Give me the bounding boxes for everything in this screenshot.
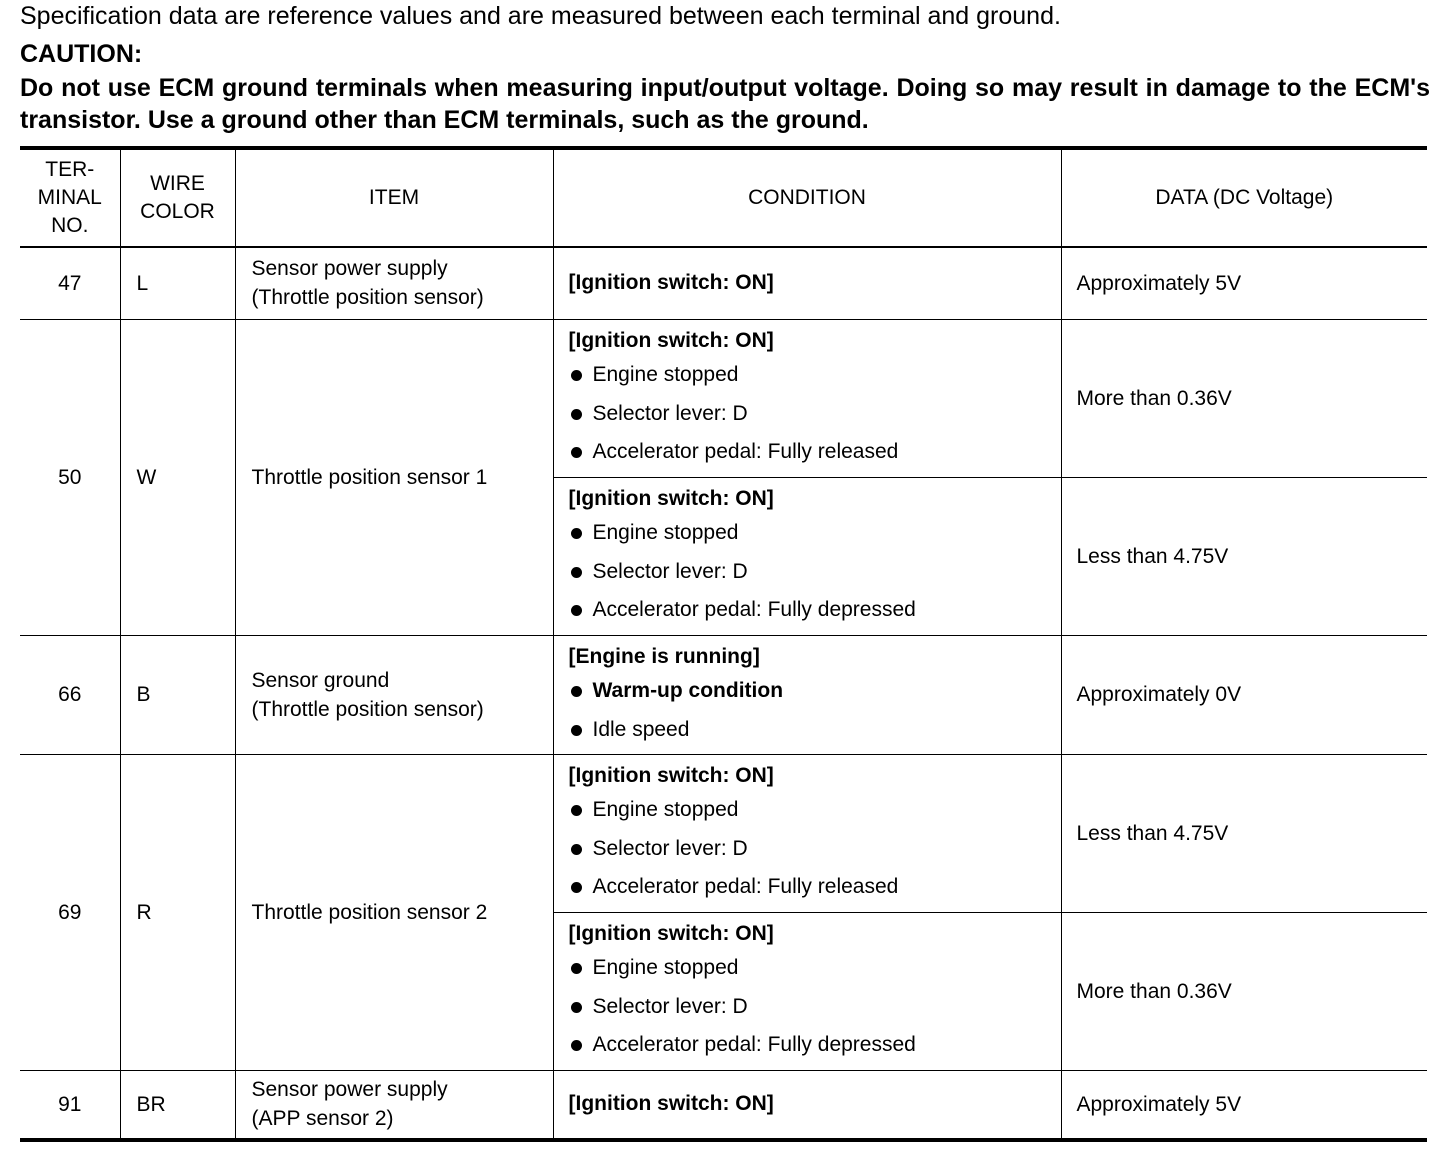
condition-list [569,672,1061,749]
bullet-icon [571,963,582,974]
item-line: Sensor power supply [251,257,448,281]
condition-text: Selector lever: D [592,559,748,583]
data-cell: Approximately 0V [1061,635,1427,754]
bullet-icon [571,528,582,539]
wire-color-cell: L [120,247,235,319]
bullet-icon [571,409,582,420]
condition-heading: [Ignition switch: ON] [568,922,774,946]
caution-title: CAUTION: [20,40,143,68]
table-row [20,754,1427,912]
condition-heading: [Ignition switch: ON] [568,1092,774,1116]
data-cell: Approximately 5V [1061,1070,1427,1140]
bullet-icon [571,447,582,458]
condition-text: Accelerator pedal: Fully released [592,440,899,464]
header-terminal-line: TER- [45,158,95,181]
condition-item [569,553,1061,592]
header-terminal-line: MINAL [37,186,102,209]
item-line: (Throttle position sensor) [251,697,484,721]
header-wire-color [120,148,235,247]
item-cell [235,319,553,635]
condition-list [569,356,1061,472]
condition-cell [553,477,1061,635]
condition-heading: [Ignition switch: ON] [568,271,774,295]
condition-text: Engine stopped [592,363,739,387]
bullet-icon [571,1002,582,1013]
wire-color-cell: B [120,635,235,754]
condition-item [569,591,1061,630]
bullet-icon [571,805,582,816]
terminal-cell: 50 [20,319,120,635]
condition-cell [553,754,1061,912]
condition-text: Selector lever: D [592,994,748,1018]
condition-item [569,711,1061,750]
condition-heading: [Ignition switch: ON] [568,487,774,511]
bullet-icon [571,1040,582,1051]
header-data: DATA (DC Voltage) [1061,148,1427,247]
item-line: (Throttle position sensor) [251,286,484,310]
terminal-spec-table [20,146,1427,1142]
condition-item [569,830,1061,869]
data-cell: Less than 4.75V [1061,754,1427,912]
condition-text: Engine stopped [592,956,739,980]
wire-color-cell: R [120,754,235,1070]
item-cell [235,754,553,1070]
terminal-cell: 66 [20,635,120,754]
condition-text: Warm-up condition [592,679,784,702]
item-line: Sensor power supply [251,1078,448,1102]
condition-item [569,514,1061,553]
table-row [20,635,1427,754]
condition-list [569,514,1061,630]
terminal-cell: 91 [20,1070,120,1140]
header-item: ITEM [235,148,553,247]
condition-text: Accelerator pedal: Fully depressed [592,598,916,622]
condition-heading: [Ignition switch: ON] [568,764,774,788]
header-condition: CONDITION [553,148,1061,247]
condition-item [569,868,1061,907]
bullet-icon [571,882,582,893]
header-wire-line: COLOR [140,200,215,223]
item-line: Throttle position sensor 1 [251,465,488,489]
data-cell: More than 0.36V [1061,319,1427,477]
item-cell [235,635,553,754]
terminal-cell: 47 [20,247,120,319]
condition-text: Engine stopped [592,521,739,545]
item-line: Sensor ground [251,668,390,692]
condition-text: Selector lever: D [592,836,748,860]
item-cell [235,1070,553,1140]
wire-color-cell: W [120,319,235,635]
bullet-icon [571,686,582,697]
table-row [20,247,1427,319]
condition-cell [553,1070,1061,1140]
item-cell [235,247,553,319]
bullet-icon [571,844,582,855]
condition-cell [553,319,1061,477]
condition-cell [553,912,1061,1070]
wire-color-cell: BR [120,1070,235,1140]
terminal-cell: 69 [20,754,120,1070]
condition-item [569,988,1061,1027]
condition-item [569,791,1061,830]
table-row [20,1070,1427,1140]
condition-heading: [Engine is running] [568,645,760,668]
condition-cell [553,635,1061,754]
condition-text: Accelerator pedal: Fully released [592,875,899,899]
table-row [20,319,1427,477]
condition-item [569,356,1061,395]
data-cell: More than 0.36V [1061,912,1427,1070]
condition-list [569,949,1061,1065]
condition-text: Accelerator pedal: Fully depressed [592,1033,916,1057]
condition-item [569,672,1061,711]
bullet-icon [571,725,582,736]
caution-text: Do not use ECM ground terminals when measuring input/output voltage. Doing so may result in damage to the ECM's transistor. Use a ground other than ECM terminals, such as the ground. [20,74,1430,134]
condition-list [569,791,1061,907]
condition-text: Idle speed [592,717,690,741]
bullet-icon [571,567,582,578]
condition-item [569,1026,1061,1065]
condition-item [569,395,1061,434]
condition-heading: [Ignition switch: ON] [568,329,774,353]
header-terminal-no [20,148,120,247]
item-line: Throttle position sensor 2 [251,900,488,924]
header-wire-line: WIRE [150,172,205,195]
condition-item [569,433,1061,472]
bullet-icon [571,605,582,616]
condition-item [569,949,1061,988]
header-terminal-line: NO. [51,214,89,237]
data-cell: Less than 4.75V [1061,477,1427,635]
intro-text: Specification data are reference values and are measured between each terminal and ground. [20,2,1061,30]
condition-text: Selector lever: D [592,401,748,425]
data-cell: Approximately 5V [1061,247,1427,319]
table-header-row [20,148,1427,247]
item-line: (APP sensor 2) [251,1107,394,1131]
condition-text: Engine stopped [592,798,739,822]
condition-cell [553,247,1061,319]
bullet-icon [571,370,582,381]
